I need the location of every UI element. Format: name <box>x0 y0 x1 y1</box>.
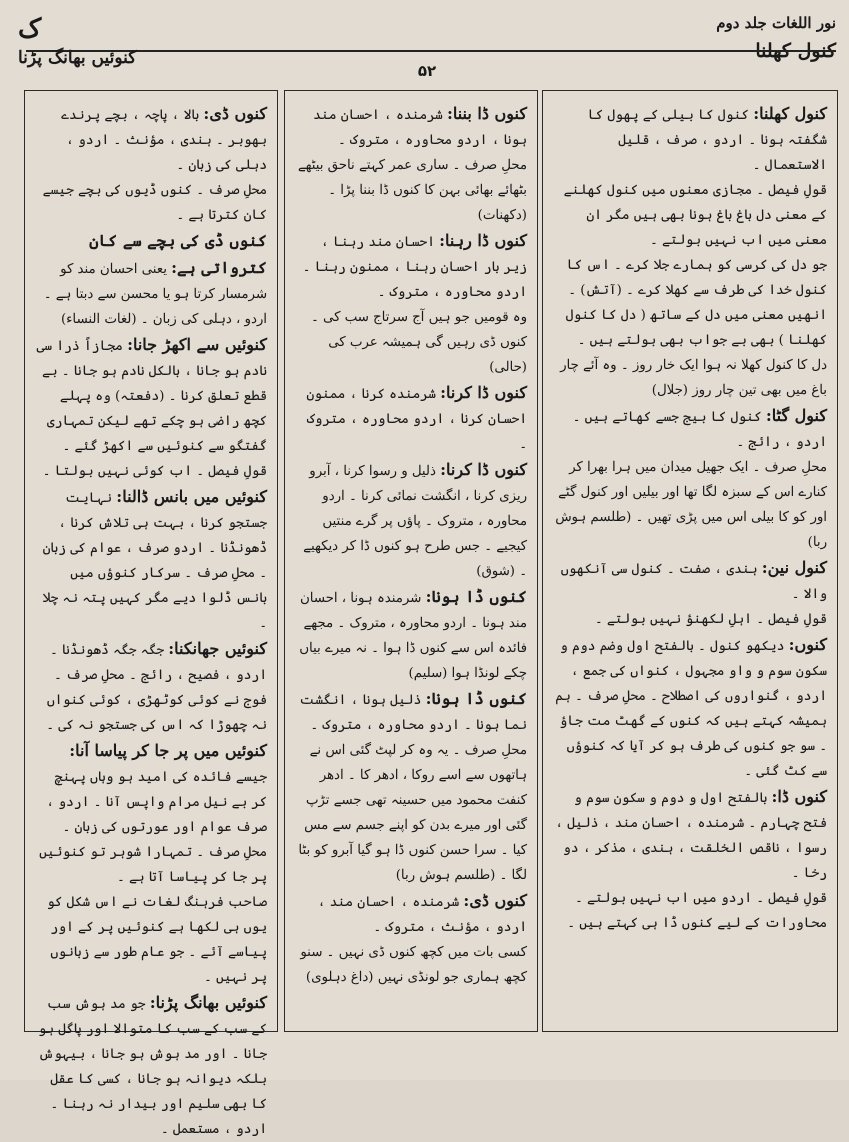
entry-definition: قولِ فیصل ۔ مجازی معنوں میں کنول کھلنے کے معنی دل باغ باغ ہونا بھی ہیں مگر ان معنی میں اب نہیں بولتے ۔ <box>563 183 827 248</box>
entry-definition: کنول کا بیج جسے کھاتے ہیں ۔ اردو ، رائج ۔ <box>572 410 827 450</box>
dictionary-entry <box>295 584 527 686</box>
dictionary-entry <box>553 886 827 936</box>
dictionary-entry <box>295 305 527 380</box>
column-right <box>542 90 838 1032</box>
dictionary-entry <box>553 607 827 632</box>
dictionary-entry <box>553 253 827 353</box>
entry-definition: قولِ فیصل ۔ اہلِ لکھنؤ نہیں بولتے ۔ <box>594 612 827 627</box>
entry-headword: کنوں ڈا ہونا: <box>425 587 527 606</box>
dictionary-entry <box>553 784 827 886</box>
entry-headword: کنوں ڈا کرنا: <box>440 383 527 402</box>
dictionary-entry <box>553 353 827 403</box>
entry-headword: کنول گٹا: <box>765 406 827 425</box>
section-letter: ک <box>18 14 42 44</box>
entry-definition: جو دل کی کرسی کو ہمارے جلا کرے ۔ اس کا کنول خدا کی طرف سے کھلا کرے ۔ (آتش) ۔ انھیں معنی میں دل کے ساتھ ( دل کا کنول کھلنا ) بھی بے جواب بھی بولتے ہیں ۔ <box>565 258 827 348</box>
dictionary-entry <box>553 455 827 555</box>
dictionary-entry <box>295 228 527 305</box>
entry-definition: ذلیل و رسوا کرنا ، آبرو ریزی کرنا ، انگشت نمائی کرنا ۔ اردو محاورہ ، متروک ۔ پاؤں پر گرے منتیں کیجیے ۔ جس طرح ہو کنوں ڈا کر دیکھیے ۔ (شوق) <box>303 464 527 579</box>
entry-definition: محلِ صرف ۔ کنوں ڈیوں کی بچے جیسے کان کترتا ہے ۔ <box>42 183 267 223</box>
entry-definition: قولِ فیصل ۔ اردو میں اب نہیں بولتے ۔ محاورات کے لیے کنوں ڈا ہی کہتے ہیں ۔ <box>567 891 827 931</box>
entry-headword: کنوں ڈا: <box>771 787 827 806</box>
entry-headword: کنوئیں جھانکنا: <box>168 639 267 658</box>
entry-definition: جیسے فائدہ کی امید ہو وہاں پہنچ کر بے نیل مرام واپس آنا ۔ اردو ، صرف عوام اور عورتوں کی زبان ۔ محلِ صرف ۔ تمہارا شوہر تو کنوئیں پر جا کر پیاسا آتا ہے ۔ <box>39 770 267 885</box>
dictionary-entry <box>295 940 527 990</box>
dictionary-entry <box>295 153 527 228</box>
entry-headword: کنوں ڈا رہنا: <box>439 231 527 250</box>
entry-definition: دیکھو کنول ۔ بالفتح اول وضم دوم و سکون سوم و واو مجہول ، کنواں کی جمع ، اردو ، گنواروں کی اصطلاح ۔ محلِ صرف ۔ ہم ہمیشہ کہتے ہیں کہ کنوں کے گھٹ مت جاؤ ۔ سو جو کنوں کی طرف ہو کر آیا کہ کنوؤں سے کٹ گئی ۔ <box>555 639 827 779</box>
dictionary-entry <box>35 738 267 890</box>
entry-definition: محلِ صرف ۔ یہ وہ کر لپٹ گئی اس نے ہاتھوں سے اسے روکا ، ادھر کا ۔ ادھر کنفت محمود میں حسینہ تھی جسے تڑپ گئی اور میرے بدن کو اپنے جسم سے مس کیا ۔ سرا حسن کنوں ڈا ہو گیا آبرو کو بٹا لگا ۔ (طلسم ہوش ربا) <box>298 743 527 883</box>
entry-definition: وہ قومیں جو ہیں آج سرتاج سب کی ۔ کنوں ڈی رہیں گی ہمیشہ عرب کی (حالی) <box>310 310 527 375</box>
entry-definition: شرمندہ ، احسان مند ، اردو ، مؤنث ، متروک ۔ <box>317 895 527 935</box>
entry-definition: نہایت جستجو کرنا ، بہت ہی تلاش کرنا ، ڈھونڈنا ۔ اردو صرف ، عوام کی زبان ۔ محلِ صرف ۔ سرکار کنوؤں میں بانس ڈلوا دیے مگر کہیں پتہ نہ چلا ۔ <box>42 491 267 631</box>
entry-definition: جو مد ہوش سب کے سب کے سب کا متوالا اور پاگل ہو جانا ۔ اور مد ہوش ہو جانا ، بیہوش بلکہ دیوانہ ہو جانا ، کسی کا عقل کا بھی سلیم اور بیدار نہ رہنا ۔ اردو ، مستعمل ۔ <box>38 997 267 1137</box>
entry-headword: کنوں ڈی کی بچے سے کان کترواتی ہے: <box>89 231 267 277</box>
entry-definition: محلِ صرف ۔ ساری عمر کہتے ناحق بیٹھے بٹھائے بھائی بہن کا کنوں ڈا بننا پڑا ۔ (دکھنات) <box>297 158 527 223</box>
dictionary-entry <box>553 101 827 178</box>
dictionary-entry <box>35 636 267 738</box>
dictionary-entry <box>553 178 827 253</box>
entry-headword: کنول کھلنا: <box>753 104 827 123</box>
column-middle <box>284 90 538 1032</box>
entry-definition: قولِ فیصل ۔ اب کوئی نہیں بولتا ۔ <box>42 464 267 479</box>
entry-definition: مجازاً ذرا سی نادم ہو جانا ، بالکل نادم ہو جانا ۔ بے قطع تعلق کرنا ۔ (دفعتہ) وہ پہلے کچھ راضی ہو چکے تھے لیکن تمہاری گفتگو سے کنوئیں سے اکھڑ گئے ۔ <box>36 339 267 454</box>
entry-definition: محلِ صرف ۔ ایک جھیل میدان میں ہرا بھرا کر کنارے اس کے سبزہ لگا تھا اور بیلیں اور کنول گٹے اور کو کا بیلی اس میں پڑی تھیں ۔ (طلسم ہوش ربا) <box>555 460 827 550</box>
entry-definition: یعنی احسان مند کو شرمسار کرتا ہو یا محسن سے دبتا ہے ۔ اردو ، دہلی کی زبان ۔ (لغات النساء) <box>43 262 267 327</box>
page-header <box>18 14 836 90</box>
dictionary-entry <box>35 890 267 990</box>
dictionary-entry <box>295 738 527 888</box>
entry-headword: کنوئیں بھانگ پڑنا: <box>149 993 267 1012</box>
entry-definition: بالا ، پاچہ ، بچے پرندے بھوبر ۔ ہندی ، مؤنث ۔ اردو ، دہلی کی زبان ۔ <box>61 108 267 173</box>
entry-definition: بالفتح اول و دوم و سکون سوم و فتح چہارم ۔ شرمندہ ، احسان مند ، ذلیل ، رسوا ، ناقص الخلقت ، ہندی ، مذکر ، دو رخا ۔ <box>555 791 827 881</box>
series-title: نور اللغات جلد دوم <box>716 14 836 32</box>
entry-definition: دل کا کنول کھلا نہ ہوا ایک خار روز ۔ وہ آئے چار باغ میں بھی تین چار روز (جلال) <box>560 358 827 398</box>
entry-definition: شرمندہ ، احسان مند ہونا ، اردو محاورہ ، متروک ۔ <box>313 108 527 148</box>
entry-definition: کسی بات میں کچھ کنوں ڈی نہیں ۔ سنو کچھ ہماری جو لونڈی نہیں (داغ دہلوی) <box>300 945 527 985</box>
dictionary-entry <box>35 228 267 332</box>
entry-headword: کنوں ڈا بننا: <box>446 104 527 123</box>
dictionary-entry <box>295 686 527 738</box>
entry-headword: کنوں ڈی: <box>203 104 267 123</box>
dictionary-entry <box>35 990 267 1142</box>
entry-headword: کنوں: <box>788 635 827 654</box>
entry-definition: احسان مند رہنا ، زیر بار احسان رہنا ، ممنون رہنا ۔ اردو محاورہ ، متروک ۔ <box>302 235 527 300</box>
entry-definition: کنول کا بیلی کے پھول کا شگفتہ ہونا ۔ اردو ، صرف ، قلیل الاستعمال ۔ <box>587 108 827 173</box>
entry-headword: کنوں ڈا کرنا: <box>440 460 527 479</box>
dictionary-entry <box>553 555 827 607</box>
entry-headword: کنوئیں میں پر جا کر پیاسا آنا: <box>69 741 267 760</box>
entry-headword: کنوئیں میں بانس ڈالنا: <box>116 487 267 506</box>
entry-headword: کنول نین: <box>761 558 827 577</box>
dictionary-entry <box>295 380 527 457</box>
entry-definition: شرمندہ ہونا ، احسان مند ہونا ۔ اردو محاورہ ، متروک ۔ مجھے فائدہ اس سے کنوں ڈا ہوا ۔ نہ میرے بیاں چکے لونڈا ہوا (سلیم) <box>299 591 527 681</box>
dictionary-entry <box>35 101 267 178</box>
entry-definition: صاحب فرہنگ لغات نے اس شکل کو یوں ہی لکھا ہے کنوئیں پر کے اور پیاسے آئے ۔ جو عام طور سے زبانوں پر نہیں ۔ <box>46 895 267 985</box>
entry-headword: کنوں ڈی: <box>463 891 527 910</box>
entry-definition: ہندی ، صفت ۔ کنول سی آنکھوں والا ۔ <box>560 562 827 602</box>
dictionary-entry <box>35 484 267 636</box>
header-rule <box>26 50 836 52</box>
dictionary-entry <box>553 632 827 784</box>
page-number: ۵۲ <box>417 62 437 80</box>
dictionary-entry <box>35 332 267 459</box>
column-left <box>24 90 278 1137</box>
dictionary-entry <box>35 459 267 484</box>
entry-headword: کنوں ڈا ہونا: <box>425 689 527 708</box>
first-word-guide: کنول کھلنا <box>755 40 836 62</box>
dictionary-entry <box>295 457 527 584</box>
dictionary-entry <box>295 888 527 940</box>
last-word-guide: کنوئیں بھانگ پڑنا <box>18 48 137 68</box>
entry-definition: جگہ جگہ ڈھونڈنا ۔ اردو ، فصیح ، رائج ۔ محلِ صرف ۔ فوج نے کوئی کوٹھڑی ، کوئی کنواں نہ چھوڑا کہ اس کی جستجو نہ کی ۔ <box>46 643 267 733</box>
header-left <box>18 14 136 68</box>
dictionary-entry <box>35 178 267 228</box>
dictionary-entry <box>295 101 527 153</box>
header-right <box>716 14 836 62</box>
entry-headword: کنوئیں سے اکھڑ جانا: <box>127 335 267 354</box>
dictionary-entry <box>553 403 827 455</box>
entry-definition: ذلیل ہونا ، انگشت نما ہونا ۔ اردو محاورہ ، متروک ۔ <box>299 693 527 733</box>
entry-definition: شرمندہ کرنا ، ممنون احسان کرنا ، اردو محاورہ ، متروک ۔ <box>306 387 527 452</box>
